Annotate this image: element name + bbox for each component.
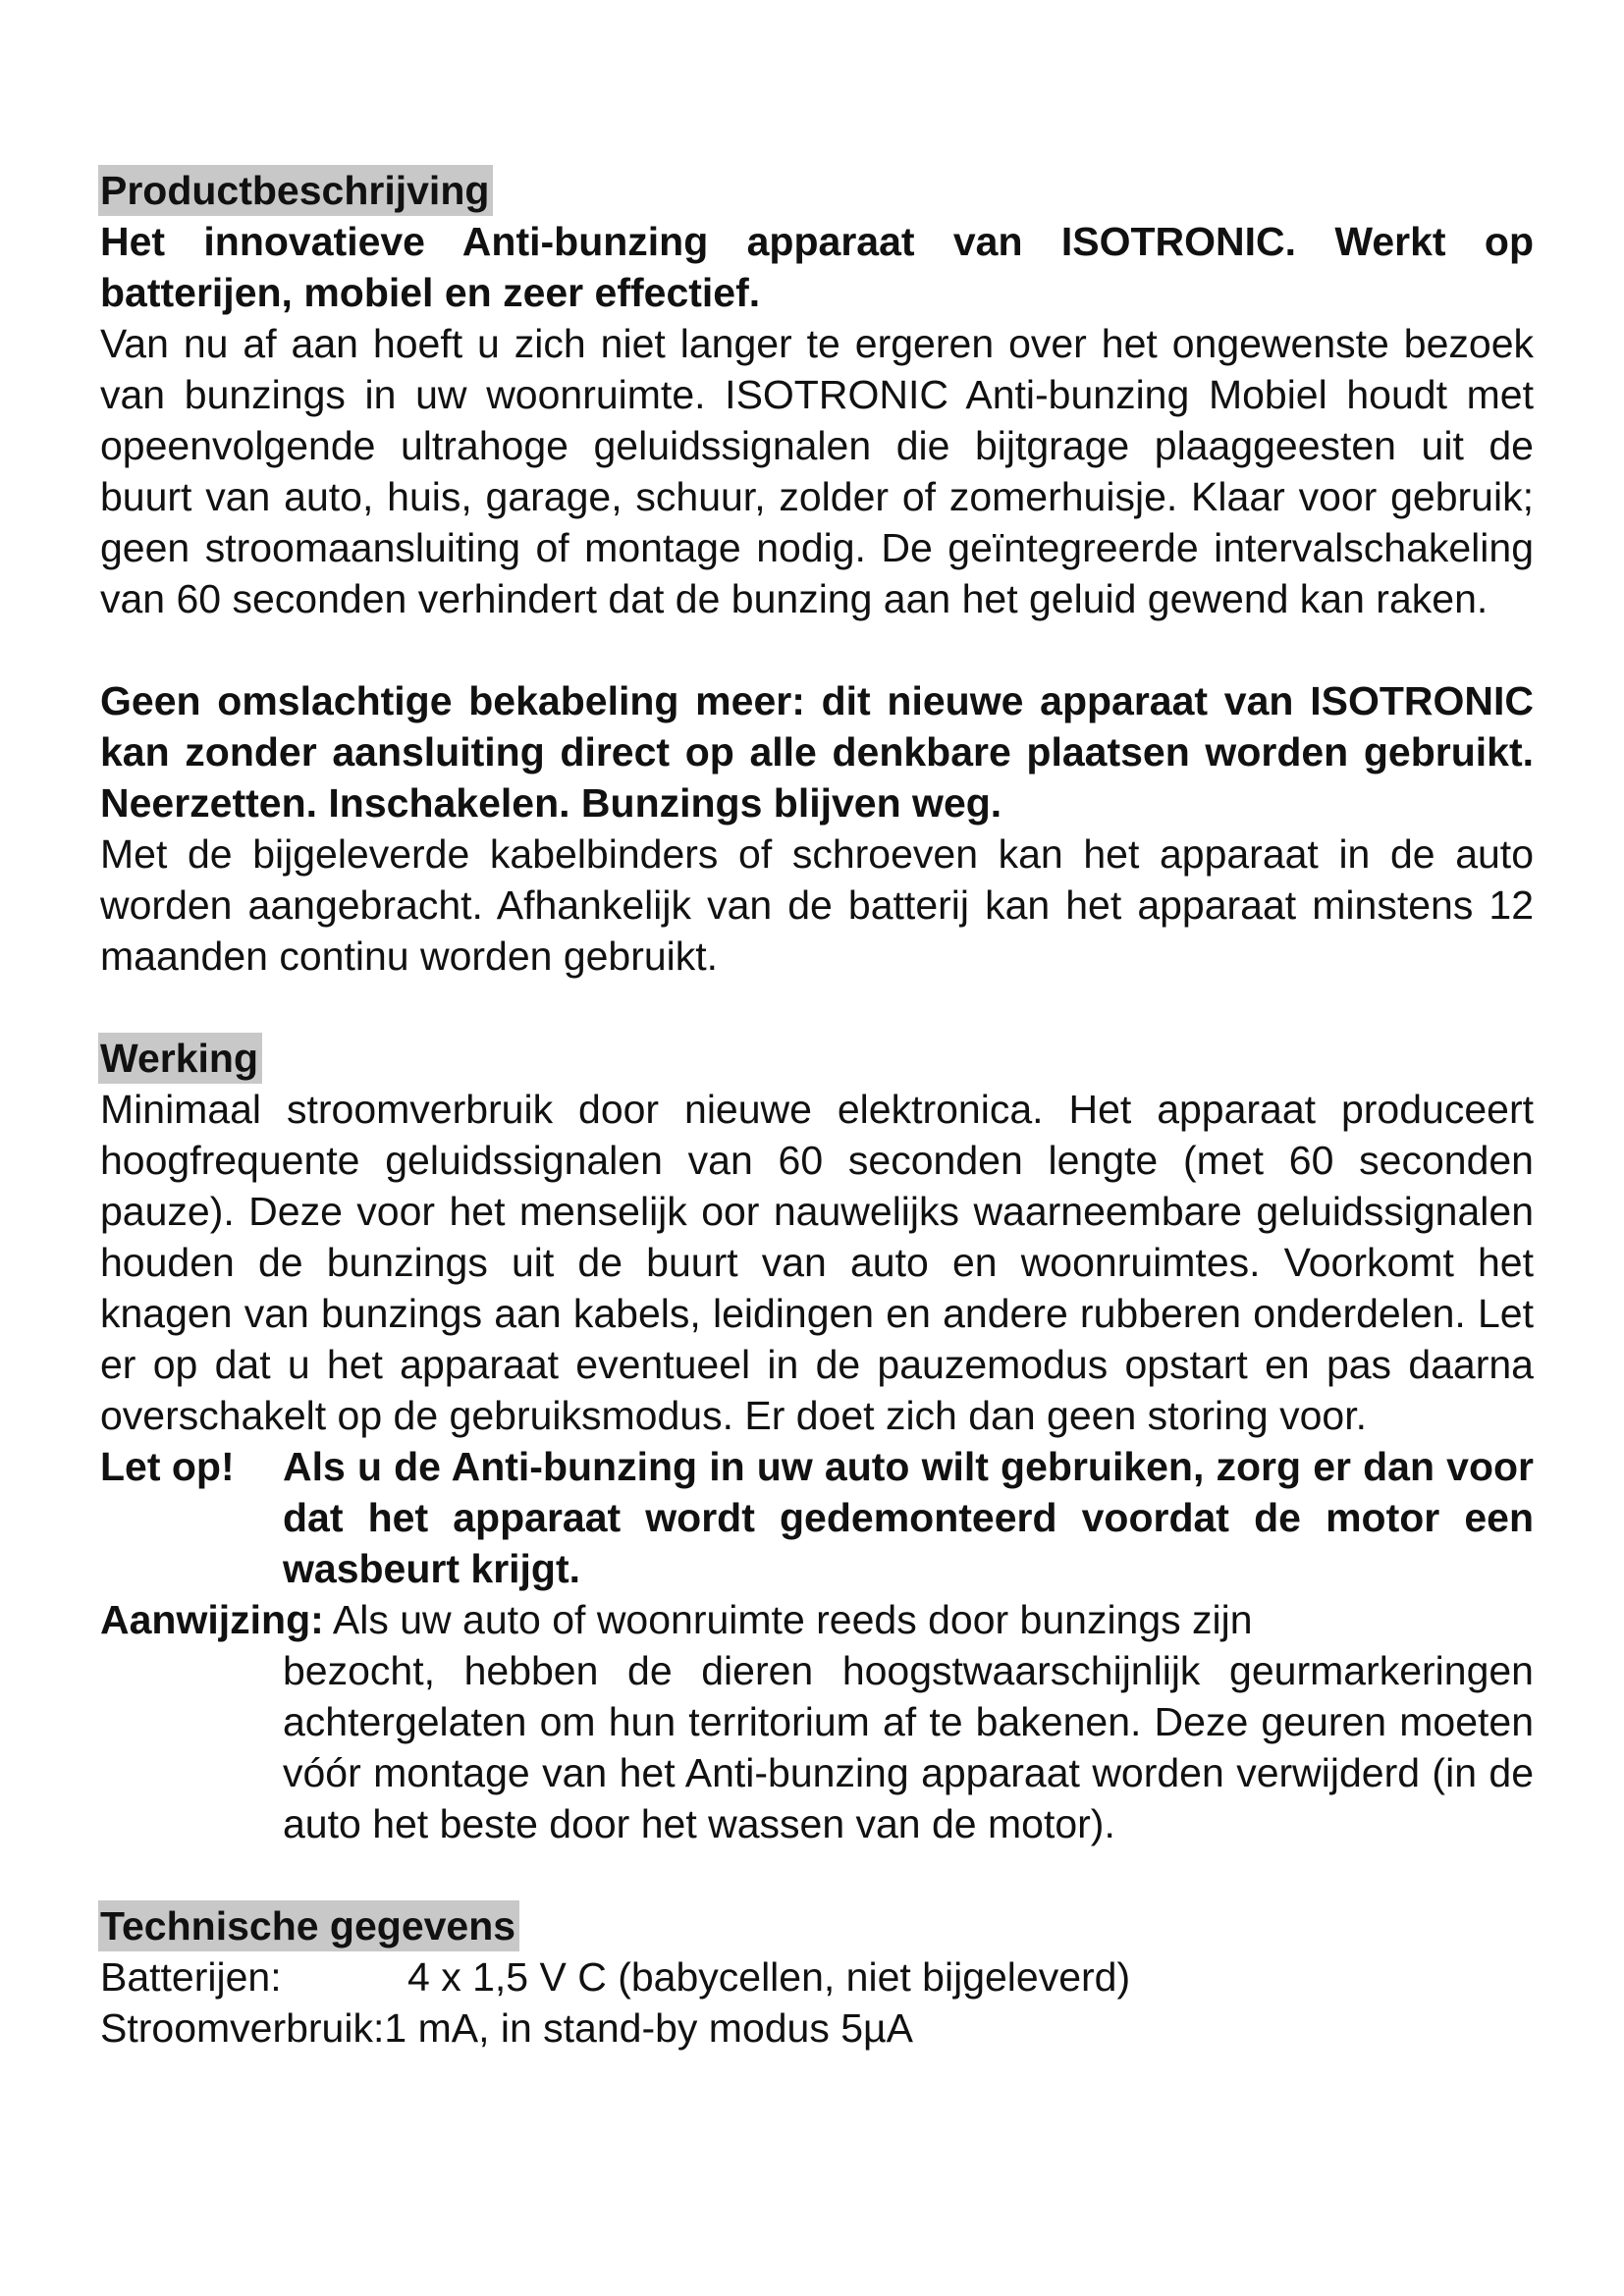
product-intro-bold: Het innovatieve Anti-bunzing apparaat van ISOTRONIC. Werkt op batterijen, mobiel en zeer effectief. — [100, 219, 1534, 315]
section-product — [100, 165, 1534, 982]
spec-row-battery — [100, 1951, 1534, 2002]
werking-text: Minimaal stroomverbruik door nieuwe elektronica. Het apparaat produceert hoogfrequente geluidssignalen van 60 seconden lengte (met 60 seconden pauze). Deze voor het menselijk oor nauwelijks waarneembare geluidssignalen houden de bunzings uit de buurt van auto en woonruimtes. Voorkomt het knagen van bunzings aan kabels, leidingen en andere rubberen onderdelen. Let er op dat u het apparaat eventueel in de pauzemodus opstart en pas daarna overschakelt op de gebruiksmodus. Er doet zich dan geen storing voor. — [100, 1087, 1534, 1438]
caution-text: Als u de Anti-bunzing in uw auto wilt gebruiken, zorg er dan voor dat het apparaat wordt gedemonteerd voordat de motor een wasbeurt krijgt. — [283, 1444, 1534, 1591]
caution-label: Let op! — [100, 1444, 235, 1489]
product-second-text: Met de bijgeleverde kabelbinders of schroeven kan het apparaat in de auto worden aangebracht. Afhankelijk van de batterij kan het apparaat minstens 12 maanden continu worden gebruikt. — [100, 831, 1534, 979]
hint-first-text: Als uw auto of woonruimte reeds door bunzings zijn — [323, 1597, 1253, 1642]
section-tech — [100, 1900, 1534, 2054]
hint-label: Aanwijzing: — [100, 1597, 324, 1642]
caution-note — [100, 1441, 1534, 1594]
document-page — [100, 165, 1534, 2054]
section-heading-werking: Werking — [98, 1033, 262, 1084]
hint-note — [100, 1594, 1534, 1849]
section-werking — [100, 1033, 1534, 1849]
spacer — [100, 982, 1534, 1033]
spec-value-power: 1 mA, in stand-by modus 5µA — [384, 2005, 914, 2051]
spacer — [100, 624, 1534, 675]
product-second-bold: Geen omslachtige bekabeling meer: dit nieuwe apparaat van ISOTRONIC kan zonder aansluiting direct op alle denkbare plaatsen worden gebruikt. Neerzetten. Inschakelen. Bunzings blijven weg. — [100, 678, 1534, 826]
spec-row-power — [100, 2002, 1534, 2054]
hint-first-line — [100, 1594, 1534, 1645]
product-intro-text: Van nu af aan hoeft u zich niet langer te ergeren over het ongewenste bezoek van bunzings in uw woonruimte. ISOTRONIC Anti-bunzing Mobiel houdt met opeenvolgende ultrahoge geluidssignalen die bijtgrage plaaggeesten uit de buurt van auto, huis, garage, schuur, zolder of zomerhuisje. Klaar voor gebruik; geen stroomaansluiting of montage nodig. De geïntegreerde intervalschakeling van 60 seconden verhindert dat de bunzing aan het geluid gewend kan raken. — [100, 321, 1534, 621]
spec-value-battery: 4 x 1,5 V C (babycellen, niet bijgeleverd) — [407, 1954, 1131, 2000]
section-heading-tech: Technische gegevens — [98, 1900, 519, 1951]
spacer — [100, 1849, 1534, 1900]
spec-label-battery: Batterijen: — [100, 1954, 282, 2000]
section-heading-product: Productbeschrijving — [98, 165, 493, 216]
hint-text: bezocht, hebben de dieren hoogstwaarschijnlijk geurmarkeringen achtergelaten om hun territorium af te bakenen. Deze geuren moeten vóór montage van het Anti-bunzing apparaat worden verwijderd (in de auto het beste door het wassen van de motor). — [283, 1648, 1534, 1846]
spec-label-power: Stroomverbruik: — [100, 2005, 385, 2051]
